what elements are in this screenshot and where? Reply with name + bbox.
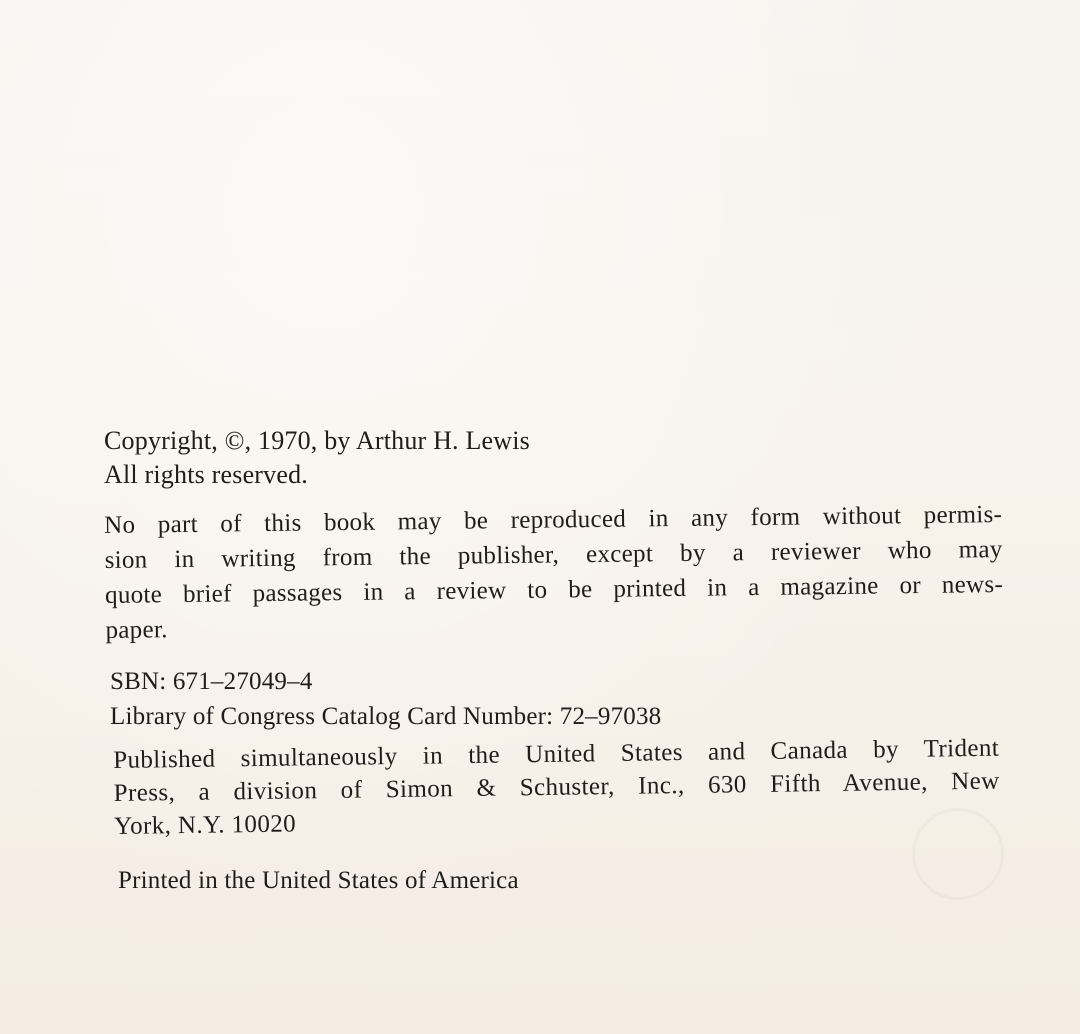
sbn-number: SBN: 671–27049–4	[110, 668, 313, 695]
permission-line: sion in writing from the publisher, except by a reviewer who may	[104, 536, 1003, 574]
identifiers	[110, 664, 1010, 734]
publisher-paragraph	[113, 732, 1000, 843]
copyright-notice	[104, 424, 1004, 492]
publisher-line: York, N.Y. 10020	[113, 810, 297, 840]
permission-paragraph	[104, 497, 1004, 648]
printed-line: Printed in the United States of America	[118, 867, 519, 894]
printed-in-notice	[118, 864, 1018, 898]
publisher-line: Press, a division of Simon & Schuster, Inc., 630 Fifth Avenue, New	[113, 767, 1000, 807]
publisher-line: Published simultaneously in the United States and Canada by Trident	[113, 734, 1000, 774]
permission-line: quote brief passages in a review to be printed in a magazine or news-	[104, 571, 1004, 609]
lccn-number: Library of Congress Catalog Card Number: 72–97038	[110, 703, 662, 730]
show-through-seal-mark	[912, 808, 1004, 900]
copyright-line: Copyright, ©, 1970, by Arthur H. Lewis	[104, 426, 530, 455]
permission-line: paper.	[105, 616, 168, 644]
rights-reserved-line: All rights reserved.	[104, 460, 309, 489]
permission-line: No part of this book may be reproduced in any form without permis-	[104, 501, 1003, 539]
